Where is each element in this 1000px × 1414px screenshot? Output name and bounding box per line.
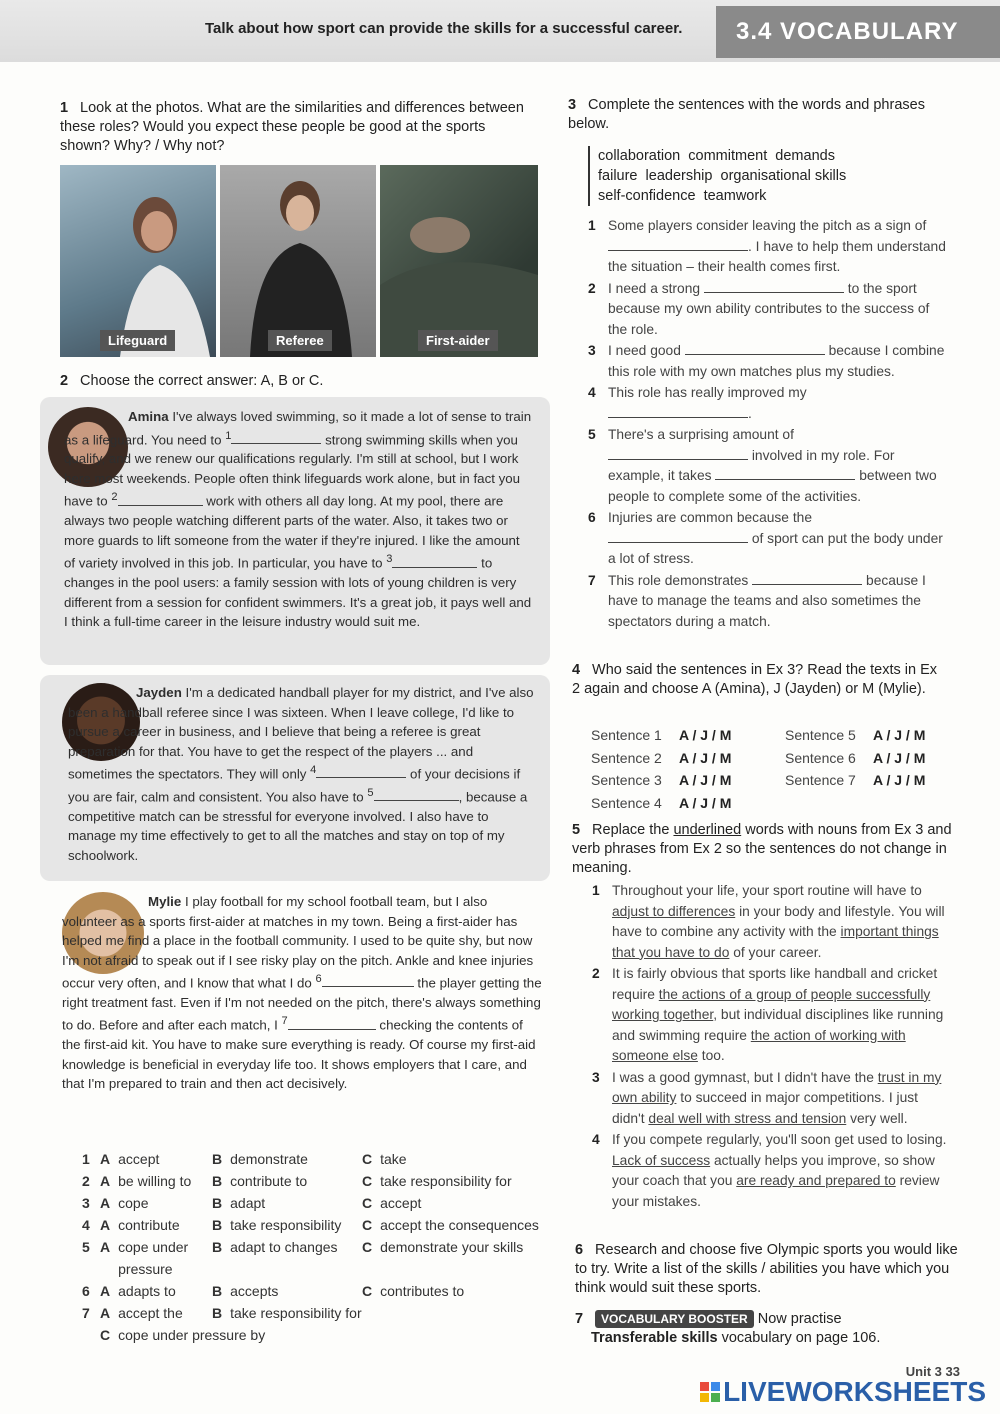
first-aider-photo: [380, 165, 538, 357]
sentence-item: 3 I need good because I combine this role with my own matches plus my studies.: [588, 343, 945, 379]
choice-c[interactable]: demonstrate your skills: [380, 1239, 524, 1255]
sentence-gap-input[interactable]: [608, 447, 748, 460]
sentence-gap-input[interactable]: [608, 530, 748, 543]
section-title: 3.4 VOCABULARY: [716, 6, 1000, 58]
gap-5-input[interactable]: [374, 788, 459, 801]
exercise-7: 7 VOCABULARY BOOSTER Now practise Transferable skills vocabulary on page 106.: [575, 1311, 881, 1346]
choice-a[interactable]: cope: [118, 1195, 149, 1211]
mylie-textbox: [62, 888, 542, 1128]
sentence-gap-input[interactable]: [704, 280, 844, 293]
match-options[interactable]: A / J / M: [873, 727, 926, 743]
choice-row: 7 A accept the B take responsibility for: [82, 1305, 362, 1321]
choice-row: 4 A contribute B take responsibility C accept the consequences: [82, 1217, 539, 1233]
word-box-line: self-confidence teamwork: [598, 188, 767, 204]
lifeguard-caption: Lifeguard: [100, 330, 175, 351]
rewrite-item: 2 It is fairly obvious that sports like handball and cricket require the actions of a group of people successfully working together, but individual disciplines like running and swimming require the action of working with someone else too.: [592, 966, 944, 1063]
match-row: Sentence 3 A / J / M: [591, 772, 732, 788]
choice-a[interactable]: be willing to: [118, 1173, 192, 1189]
sentence-item: 1 Some players consider leaving the pitch as a sign of . I have to help them understand the situation – their health comes first.: [588, 218, 946, 274]
logo-grid-icon: [700, 1382, 720, 1402]
choice-row: 6 A adapts to B accepts C contributes to: [82, 1283, 465, 1299]
exercise-6: 6 Research and choose five Olympic sports you would like to try. Write a list of the skills / abilities you have which you think would suit these sports.: [575, 1242, 958, 1296]
gap-2-input[interactable]: [118, 493, 203, 506]
match-options[interactable]: A / J / M: [873, 749, 926, 766]
choice-a[interactable]: contribute: [118, 1217, 180, 1233]
exercise-3-instruction: Complete the sentences with the words and phrases below.: [568, 97, 925, 132]
word-box: [588, 146, 928, 206]
exercise-3: 3 Complete the sentences with the words and phrases below.: [568, 97, 925, 132]
first-aider-caption: First-aider: [418, 330, 498, 351]
choice-b[interactable]: take responsibility: [230, 1217, 342, 1233]
sentence-item: 7 This role demonstrates because I have to manage the teams and also sometimes the spectators during a match.: [588, 572, 926, 629]
first-aider-figure-icon: [380, 165, 538, 357]
sentence-gap-input[interactable]: [715, 467, 855, 480]
sentence-gap-input[interactable]: [608, 405, 748, 418]
sentence-item: 2 I need a strong to the sport because my own ability contributes to the success of the role.: [588, 280, 930, 337]
choice-a[interactable]: accept the: [118, 1305, 183, 1321]
exercise-1: 1 Look at the photos. What are the similarities and differences between these roles? Would you expect these people be good at the sports shown? Why? / Why not?: [60, 100, 524, 154]
match-row: Sentence 1 A / J / M: [591, 727, 732, 743]
choice-a[interactable]: adapts to: [118, 1283, 176, 1299]
gap-4-input[interactable]: [316, 765, 406, 778]
exercise-5: 5 Replace the underlined words with nouns from Ex 3 and verb phrases from Ex 2 so the sentences do not change in meaning.: [572, 822, 952, 876]
choice-c[interactable]: accept: [380, 1195, 422, 1211]
exercise-4-instruction: Who said the sentences in Ex 3? Read the texts in Ex 2 again and choose A (Amina), J (Jayden) or M (Mylie).: [572, 662, 938, 697]
exercise-2-instruction: Choose the correct answer: A, B or C.: [80, 373, 324, 389]
choice-row: 2 A be willing to B contribute to C take responsibility for: [82, 1173, 512, 1189]
mylie-text: Mylie I play football for my school football team, but I also volunteer as a sports first-aider at matches in my town. Being a first-aider has helped me find a place in the football community. I used to be quite shy, but now I'm not afraid to speak out if I see risky play on the pitch. Ankle and knee injuries occur very often, and I know that what I do $^6$ the player getting the right treatment fast. Even if I'm not needed on the pitch, there's always something to do. Before and after each match, I $^7$ checking the contents of the first-aid kit. You have to make sure everything is ready. Of course my first-aid knowledge is beneficial in everyday life too. It shows employers that I care, and that I'm prepared to train and then act decisively.: [62, 894, 542, 1092]
exercise-2: 2 Choose the correct answer: A, B or C.: [60, 373, 324, 389]
gap-1-input[interactable]: [231, 431, 321, 444]
jayden-text: Jayden I'm a dedicated handball player for my district, and I've also been a handball referee since I was sixteen. When I leave college, I'd like to pursue a career in business, and I believe that being a referee is great preparation for that. You have to get the respect of the players ... and sometimes the spectators. They will only $^4$ of your decisions if you are fair, calm and consistent. You also have to $^5$ , because a competitive match can be stressful for everyone involved. I also have to manage my time effectively to get to all the matches and stay on top of my schoolwork.: [68, 685, 534, 863]
choice-b[interactable]: demonstrate: [230, 1151, 308, 1167]
choice-c[interactable]: take responsibility for: [380, 1173, 512, 1189]
choice-c[interactable]: accept the consequences: [380, 1217, 539, 1233]
choice-c[interactable]: contributes to: [380, 1283, 465, 1299]
word-box-line: collaboration commitment demands: [598, 148, 835, 164]
choice-row: 1 A accept B demonstrate C take: [82, 1151, 407, 1167]
rewrite-item: 4 If you compete regularly, you'll soon get used to losing. Lack of success actually helps you improve, so show your coach that you are ready and prepared to review your mistakes.: [592, 1132, 947, 1209]
gap-6-input[interactable]: [322, 974, 414, 987]
amina-textbox: [40, 397, 550, 665]
choice-c[interactable]: cope under pressure by: [118, 1327, 266, 1343]
choice-b[interactable]: accepts: [230, 1283, 279, 1299]
sentence-item: 5 There's a surprising amount of involved in my role. For example, it takes between two people to complete some of the activities.: [588, 427, 937, 504]
exercise-5-items: [592, 881, 952, 1213]
vocabulary-booster-badge: VOCABULARY BOOSTER: [595, 1310, 754, 1328]
sentence-gap-input[interactable]: [608, 238, 748, 251]
sentence-gap-input[interactable]: [685, 342, 825, 355]
sentence-gap-input[interactable]: [752, 572, 862, 585]
match-options[interactable]: A / J / M: [679, 794, 732, 811]
choice-row: 3 A cope B adapt C accept: [82, 1195, 422, 1211]
exercise-4: 4 Who said the sentences in Ex 3? Read the texts in Ex 2 again and choose A (Amina), J (Jayden) or M (Mylie).: [572, 662, 938, 697]
sentence-item: 6 Injuries are common because the of sport can put the body under a lot of stress.: [588, 510, 943, 566]
choice-row: C cope under pressure by: [100, 1327, 266, 1343]
exercise-3-sentences: [588, 216, 948, 633]
lifeguard-figure-icon: [60, 165, 216, 357]
photo-strip: [60, 165, 538, 357]
choice-b[interactable]: adapt to changes: [230, 1239, 338, 1255]
match-row: Sentence 4 A / J / M: [591, 794, 732, 811]
exercise-6-instruction: Research and choose five Olympic sports you would like to try. Write a list of the skills / abilities you have which you think would suit these sports.: [575, 1242, 958, 1296]
sentence-item: 4 This role has really improved my .: [588, 385, 807, 421]
choice-b[interactable]: contribute to: [230, 1173, 308, 1189]
referee-caption: Referee: [268, 330, 332, 351]
choice-b[interactable]: take responsibility for: [230, 1305, 362, 1321]
choice-row: 5 A cope under pressure B adapt to changes C demonstrate your skills: [82, 1236, 552, 1280]
choice-a[interactable]: accept: [118, 1151, 160, 1167]
rewrite-item: 1 Throughout your life, your sport routine will have to adjust to differences in your body and lifestyle. You will have to combine any activity with the important things that you have to do of your career.: [592, 883, 945, 960]
gap-7-input[interactable]: [288, 1017, 376, 1030]
choice-c[interactable]: take: [380, 1151, 407, 1167]
referee-photo: [220, 165, 376, 357]
choice-b[interactable]: adapt: [230, 1195, 266, 1211]
page-subtitle: Talk about how sport can provide the skills for a successful career.: [205, 20, 683, 37]
choice-a[interactable]: cope under pressure: [118, 1239, 189, 1277]
page-number: Unit 3 33: [905, 1364, 960, 1379]
jayden-textbox: [40, 675, 550, 881]
gap-3-input[interactable]: [392, 555, 477, 568]
lifeguard-photo: [60, 165, 216, 357]
match-row: Sentence 7 A / J / M: [785, 772, 926, 788]
match-row: Sentence 6 A / J / M: [785, 749, 926, 766]
rewrite-item: 3 I was a good gymnast, but I didn't have the trust in my own ability to succeed in major competitions. I just didn't deal well with stress and tension very well.: [592, 1069, 942, 1126]
answer-choices: [82, 1148, 552, 1346]
exercise-1-instruction: Look at the photos. What are the similarities and differences between these roles? Would you expect these people be good at the sports shown? Why? / Why not?: [60, 100, 524, 154]
word-box-line: failure leadership organisational skills: [598, 168, 847, 184]
match-options[interactable]: A / J / M: [679, 727, 732, 743]
liveworksheets-logo: LIVEWORKSHEETS: [700, 1376, 986, 1408]
match-row: Sentence 2 A / J / M: [591, 749, 732, 766]
referee-figure-icon: [220, 165, 376, 357]
match-options[interactable]: A / J / M: [679, 749, 732, 766]
match-options[interactable]: A / J / M: [873, 772, 926, 788]
amina-text: Amina I've always loved swimming, so it made a lot of sense to train as a lifeguard. You need to $^1$ strong swimming skills when you qualify, and we renew our qualifications regularly. I'm still at school, but I work here most weekends. People often think lifeguards work alone, but in fact you have to $^2$ work with others all day long. At my pool, there are always two people watching different parts of the water. Also, it takes two or more guards to lift someone from the water if they're injured. I like the amount of variety involved in this job. In particular, you have to $^3$ to changes in the pool users: a family session with lots of young children is very different from a session for confident swimmers. It's a great job, it pays well and I think a full-time career in the leisure industry would suit me.: [64, 409, 532, 630]
match-row: Sentence 5 A / J / M: [785, 727, 926, 743]
match-options[interactable]: A / J / M: [679, 772, 732, 788]
